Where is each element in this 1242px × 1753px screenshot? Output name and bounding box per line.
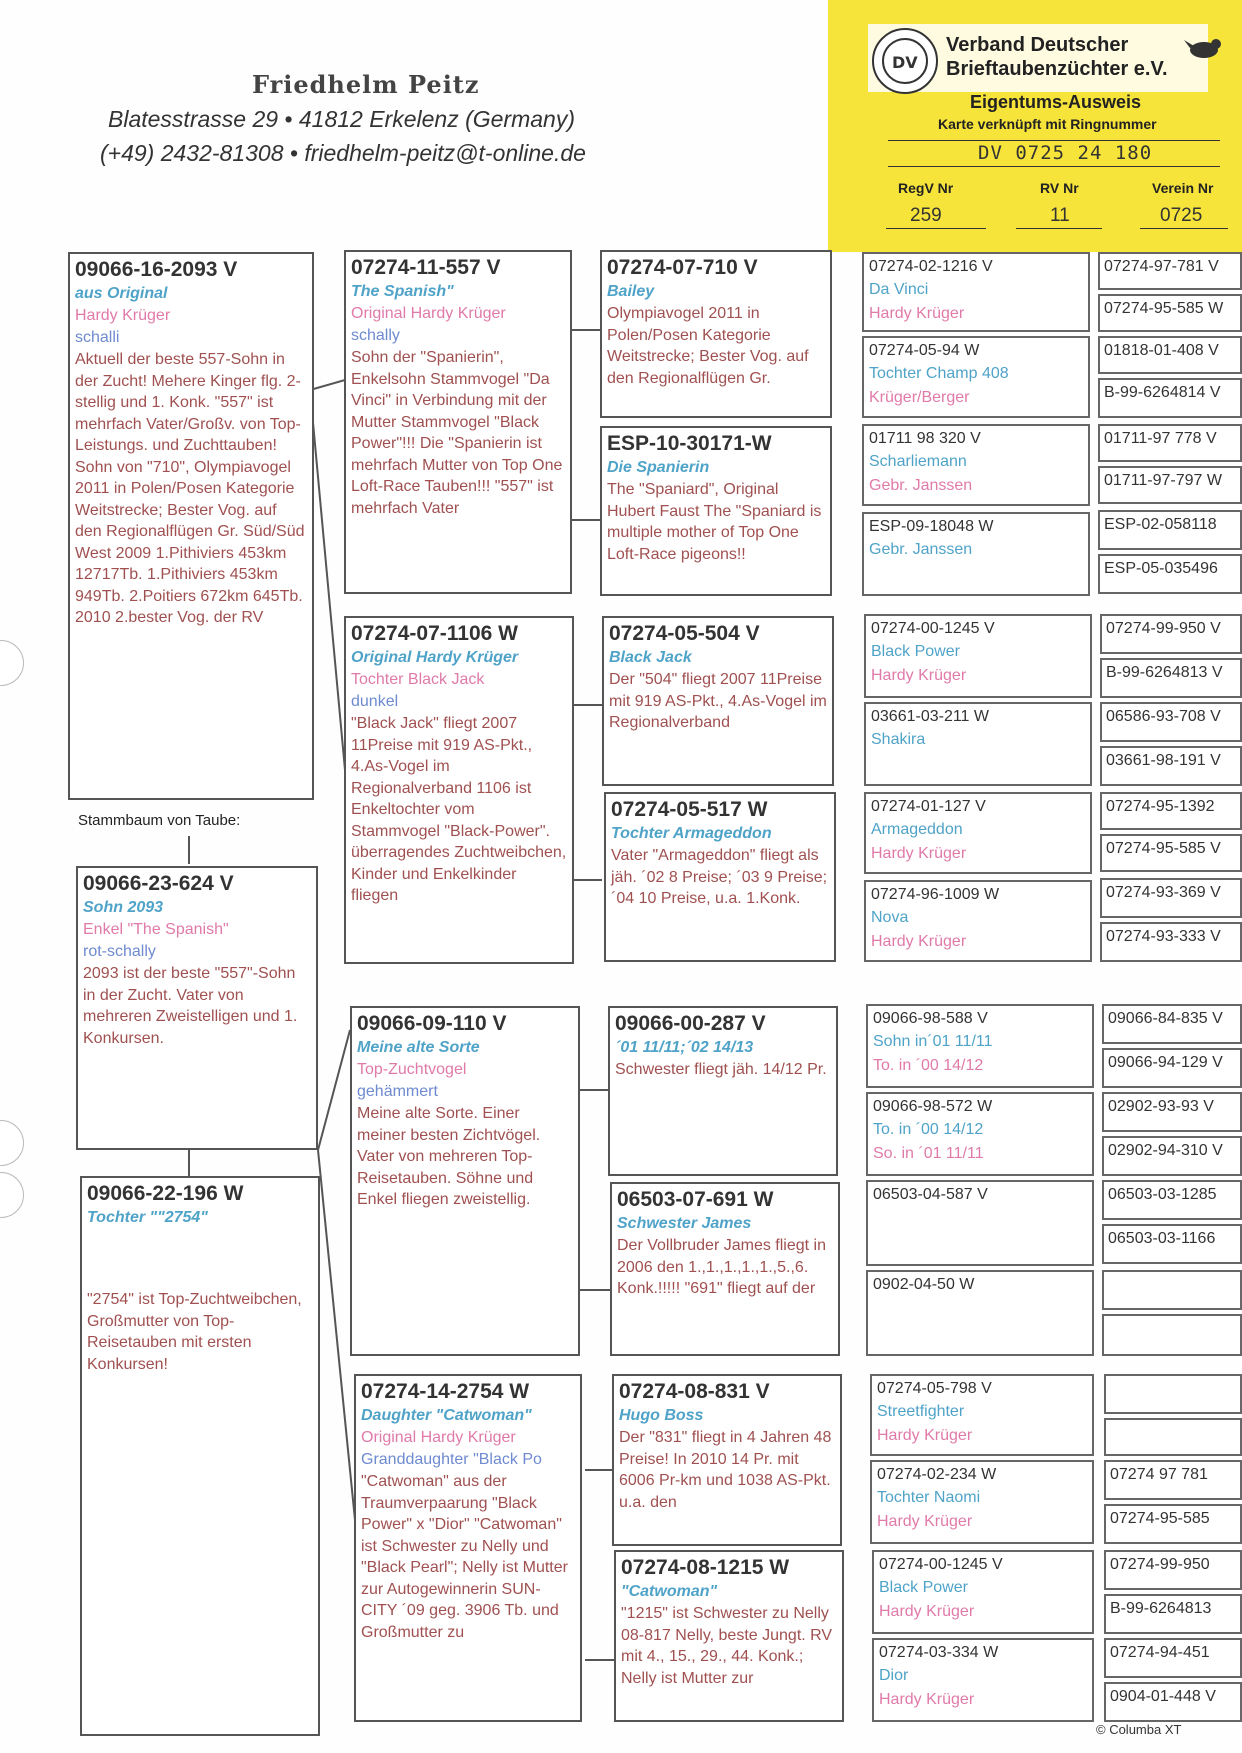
breeder-line: Hardy Krüger xyxy=(879,1603,975,1620)
description: "Catwoman" aus der Traumverpaarung "Black Power" x "Dior" "Catwoman" ist Schwester zu Nelly und "Black Pearl"; Nelly ist Mutter zur Autogewinnerin SUN-CITY ´09 geg. 3906 Tb. und Großmutter zu xyxy=(361,1473,568,1641)
spacer xyxy=(87,1229,313,1289)
pigeon-name: Bailey xyxy=(607,283,655,300)
pedigree-box-g4 xyxy=(864,792,1092,874)
pedigree-box-g2 xyxy=(350,1006,580,1356)
pigeon-name: Tochter Champ 408 xyxy=(869,365,1009,382)
breeder-line: Original Hardy Krüger xyxy=(361,1429,516,1446)
pedigree-box-g5: 0904-01-448 V xyxy=(1104,1682,1242,1722)
pigeon-name: Original Hardy Krüger xyxy=(351,649,519,666)
card-subtitle: Karte verknüpft mit Ringnummer xyxy=(938,116,1157,132)
breeder-line: Krüger/Berger xyxy=(869,389,970,406)
svg-text:DV: DV xyxy=(892,53,918,72)
pedigree-box-g5: 07274 97 781 xyxy=(1104,1460,1242,1500)
pedigree-box-g5: 02902-93-93 V xyxy=(1102,1092,1242,1132)
ring-number: 06503-04-587 V xyxy=(873,1186,988,1203)
pedigree-box-g4 xyxy=(866,1092,1094,1176)
breeder-line: So. in ´01 11/11 xyxy=(873,1145,984,1162)
ring-number: 03661-03-211 W xyxy=(871,708,989,725)
pedigree-box-g5: 07274-93-333 V xyxy=(1100,922,1242,962)
pedigree-box-g4 xyxy=(864,702,1092,786)
description: Schwester fliegt jäh. 14/12 Pr. xyxy=(615,1061,827,1078)
pedigree-box-g5: 07274-99-950 V xyxy=(1100,614,1242,654)
ring-number: 07274-07-1106 W xyxy=(351,622,518,645)
ring-number: 07274-02-1216 V xyxy=(869,258,993,275)
pigeon-name: Tochter Naomi xyxy=(877,1489,981,1506)
ring-number: 09066-98-572 W xyxy=(873,1098,993,1115)
pedigree-box-g5: 07274-93-369 V xyxy=(1100,878,1242,918)
description: Der "504" fliegt 2007 11Preise mit 919 AS-Pkt., 4.As-Vogel im Regionalverband xyxy=(609,671,827,731)
pigeon-name: Black Jack xyxy=(609,649,692,666)
ring-number: 07274-08-1215 W xyxy=(621,1556,790,1579)
ring-number: 07274-14-2754 W xyxy=(361,1380,530,1403)
pedigree-box-g5: ESP-05-035496 xyxy=(1098,554,1242,594)
description: "1215" ist Schwester zu Nelly 08-817 Nelly, beste Jungt. RV mit 4., 15., 29., 44. Konk.; Nelly ist Mutter zur xyxy=(621,1605,833,1687)
color-line: dunkel xyxy=(351,693,399,710)
pedigree-box-g5: B-99-6264813 xyxy=(1104,1594,1242,1634)
pedigree-box-g4 xyxy=(866,1180,1094,1266)
ring-number: 07274-05-798 V xyxy=(877,1380,992,1397)
pedigree-box-g4 xyxy=(862,252,1090,332)
card-verein-value: 0725 xyxy=(1160,205,1203,226)
ring-number: 07274-96-1009 W xyxy=(871,886,1000,903)
ring-number: 07274-02-234 W xyxy=(877,1466,997,1483)
pedigree-box-g4 xyxy=(866,1004,1094,1088)
card-regv-value: 259 xyxy=(910,205,942,226)
pigeon-name: ´01 11/11;´02 14/13 xyxy=(615,1039,754,1056)
ring-number: 07274-11-557 V xyxy=(351,256,501,279)
pedigree-box-g4 xyxy=(872,1550,1094,1634)
pigeon-name: Schwester James xyxy=(617,1215,752,1232)
pedigree-box-g4 xyxy=(862,424,1090,506)
pedigree-box-g5: 09066-94-129 V xyxy=(1102,1048,1242,1088)
pigeon-name: Shakira xyxy=(871,731,926,748)
color-line: Granddaughter "Black Po xyxy=(361,1451,542,1468)
pedigree-box-g5: 09066-84-835 V xyxy=(1102,1004,1242,1044)
color-line: rot-schally xyxy=(83,943,156,960)
description: 2093 ist der beste "557"-Sohn in der Zucht. Vater von mehreren Zweistelligen und 1. Konkursen. xyxy=(83,965,298,1047)
breeder-line: Original Hardy Krüger xyxy=(351,305,506,322)
card-org-line1: Verband Deutscher xyxy=(946,34,1129,56)
breeder-line: Enkel "The Spanish" xyxy=(83,921,229,938)
ring-number: 07274-07-710 V xyxy=(607,256,758,279)
pigeon-name: Streetfighter xyxy=(877,1403,965,1420)
pedigree-box-g2 xyxy=(354,1374,582,1722)
pigeon-name: Meine alte Sorte xyxy=(357,1039,480,1056)
breeder-line: Hardy Krüger xyxy=(869,305,965,322)
ring-number: 09066-00-287 V xyxy=(615,1012,766,1035)
breeder-line: Tochter Black Jack xyxy=(351,671,485,688)
card-ring-number: DV 0725 24 180 xyxy=(978,142,1153,164)
ring-number: 0902-04-50 W xyxy=(873,1276,975,1293)
pedigree-box-g5: 06503-03-1285 xyxy=(1102,1180,1242,1220)
card-title: Eigentums-Ausweis xyxy=(970,92,1142,112)
description: "2754" ist Top-Zuchtweibchen, Großmutter von Top-Reisetauben mit ersten Konkursen! xyxy=(87,1291,302,1373)
ring-number: 09066-09-110 V xyxy=(357,1012,507,1035)
pedigree-subject-box xyxy=(68,252,314,800)
pedigree-box-g5: 07274-95-585 W xyxy=(1098,294,1242,332)
copyright: © Columba XT xyxy=(1096,1722,1182,1737)
breeder-name: Friedhelm Peitz xyxy=(252,70,480,99)
pedigree-box-g2 xyxy=(344,616,574,964)
description: Meine alte Sorte. Einer meiner besten Zichtvögel. Vater von mehreren Top-Reisetauben. Söhne und Enkel fliegen zweistellig. xyxy=(357,1105,541,1208)
description: Aktuell der beste 557-Sohn in der Zucht! Mehere Kinger flg. 2-stellig und 1. Konk. "557" ist mehrfach Vater/Großv. von Top-Leistungs. und Zuchttauben! Sohn von "710", Olympiavogel 2011 in Polen/Posen Kategorie Weitstrecke; Bester Vog. auf den Regionalflügen Gr. Süd/Süd West 2009 1.Pithiviers 453km 12717Tb. 1.Pithiviers 453km 949Tb. 2.Poitiers 672km 645Tb. 2010 2.bester Vog. der RV xyxy=(75,351,305,626)
description: Der "831" fliegt in 4 Jahren 48 Preise! In 2010 14 Pr. mit 6006 Pr-km und 1038 AS-Pkt. u.a. den xyxy=(619,1429,832,1511)
pedigree-box-g2 xyxy=(344,250,572,594)
pedigree-box-g5: 07274-95-1392 xyxy=(1100,792,1242,830)
pedigree-box-g4 xyxy=(862,336,1090,418)
pedigree-box-g3 xyxy=(614,1550,844,1722)
pedigree-box-g4 xyxy=(870,1460,1094,1544)
ring-number: 06503-07-691 W xyxy=(617,1188,774,1211)
card-rv-label: RV Nr xyxy=(1040,180,1079,196)
breeder-line: Hardy Krüger xyxy=(75,307,171,324)
description: Vater "Armageddon" fliegt als jäh. ´02 8 Preise; ´03 9 Preise; ´04 10 Preise, u.a. 1.Konk. xyxy=(611,847,828,907)
card-verein-label: Verein Nr xyxy=(1152,180,1214,196)
pigeon-name: Gebr. Janssen xyxy=(869,541,973,558)
ring-number: 07274-03-334 W xyxy=(879,1644,999,1661)
breeder-line: To. in ´00 14/12 xyxy=(873,1057,984,1074)
description: "Black Jack" fliegt 2007 11Preise mit 919 AS-Pkt., 4.As-Vogel im Regionalverband 1106 ist Enkeltochter vom Stammvogel "Black-Power". überragendes Zuchtweibchen, Kinder und Enkelkinder fliegen xyxy=(351,715,567,904)
pigeon-name: Black Power xyxy=(879,1579,968,1596)
pigeon-name: aus Original xyxy=(75,285,168,302)
pigeon-name: Nova xyxy=(871,909,909,926)
ring-number: 07274-08-831 V xyxy=(619,1380,770,1403)
stammbaum-label: Stammbaum von Taube: xyxy=(78,812,241,829)
pedigree-box-g5: 07274-94-451 xyxy=(1104,1638,1242,1678)
pedigree-box-g5: 07274-95-585 xyxy=(1104,1504,1242,1544)
breeder-line: Hardy Krüger xyxy=(877,1513,973,1530)
pedigree-box-g4 xyxy=(866,1270,1094,1356)
breeder-line: Top-Zuchtvogel xyxy=(357,1061,467,1078)
card-regv-label: RegV Nr xyxy=(898,180,954,196)
pedigree-box-g5: 07274-99-950 xyxy=(1104,1550,1242,1590)
pedigree-box-g5: 02902-94-310 V xyxy=(1102,1136,1242,1176)
pigeon-name: Scharliemann xyxy=(869,453,967,470)
card-org-line2: Brieftaubenzüchter e.V. xyxy=(946,58,1168,80)
pigeon-name: "Catwoman" xyxy=(621,1583,718,1600)
ring-number: 01711 98 320 V xyxy=(869,430,981,447)
description: The "Spaniard", Original Hubert Faust The "Spaniard is multiple mother of Top One Loft-Race pigeons!! xyxy=(607,481,822,563)
pigeon-name: To. in ´00 14/12 xyxy=(873,1121,984,1138)
pigeon-name: Die Spanierin xyxy=(607,459,710,476)
breeder-line: Hardy Krüger xyxy=(871,933,967,950)
breeder-contact: (+49) 2432-81308 • friedhelm-peitz@t-online.de xyxy=(100,140,586,166)
pedigree-box-g5: ESP-02-058118 xyxy=(1098,510,1242,550)
ring-number: ESP-10-30171-W xyxy=(607,432,772,455)
pedigree-box-g5: 01711-97 778 V xyxy=(1098,424,1242,462)
ring-number: ESP-09-18048 W xyxy=(869,518,994,535)
pedigree-sire-box xyxy=(76,866,318,1150)
ring-number: 07274-05-517 W xyxy=(611,798,768,821)
ring-number: 09066-98-588 V xyxy=(873,1010,988,1027)
ring-number: 07274-05-94 W xyxy=(869,342,980,359)
pigeon-name: Hugo Boss xyxy=(619,1407,704,1424)
pedigree-box-g5 xyxy=(1102,1314,1242,1356)
pedigree-box-g3 xyxy=(608,1006,838,1176)
ring-number: 07274-05-504 V xyxy=(609,622,760,645)
pedigree-box-g4 xyxy=(862,512,1090,596)
pedigree-box-g5: 06503-03-1166 xyxy=(1102,1224,1242,1264)
pedigree-box-g5: B-99-6264814 V xyxy=(1098,378,1242,418)
ring-number: 09066-22-196 W xyxy=(87,1182,244,1205)
pedigree-box-g5: 06586-93-708 V xyxy=(1100,702,1242,742)
pedigree-box-g4 xyxy=(870,1374,1094,1456)
pigeon-name: Sohn 2093 xyxy=(83,899,164,916)
pedigree-box-g4 xyxy=(872,1638,1094,1722)
pedigree-box-g4 xyxy=(864,614,1092,698)
pedigree-box-g5: 07274-97-781 V xyxy=(1098,252,1242,290)
ring-number: 07274-00-1245 V xyxy=(871,620,995,637)
pedigree-box-g5: 01711-97-797 W xyxy=(1098,466,1242,504)
color-line: gehämmert xyxy=(357,1083,438,1100)
breeder-line: Hardy Krüger xyxy=(879,1691,975,1708)
breeder-line: Hardy Krüger xyxy=(877,1427,973,1444)
pigeon-name: Da Vinci xyxy=(869,281,929,298)
pedigree-box-g3 xyxy=(600,426,832,596)
breeder-address: Blatesstrasse 29 • 41812 Erkelenz (Germany) xyxy=(108,106,575,132)
description: Olympiavogel 2011 in Polen/Posen Kategorie Weitstrecke; Bester Vog. auf den Regionalflügen Gr. xyxy=(607,305,809,387)
card-rv-value: 11 xyxy=(1050,205,1070,226)
pedigree-box-g3 xyxy=(602,616,834,786)
pedigree-box-g3 xyxy=(612,1374,842,1546)
breeder-line: Gebr. Janssen xyxy=(869,477,973,494)
pedigree-box-g4 xyxy=(864,880,1092,962)
pigeon-name: Tochter ""2754" xyxy=(87,1209,208,1226)
pedigree-box-g3 xyxy=(600,250,832,418)
pigeon-name: Daughter "Catwoman" xyxy=(361,1407,532,1424)
breeder-line: Hardy Krüger xyxy=(871,845,967,862)
pedigree-box-g5: 01818-01-408 V xyxy=(1098,336,1242,374)
ring-number: 07274-01-127 V xyxy=(871,798,986,815)
pedigree-box-g5: 03661-98-191 V xyxy=(1100,746,1242,786)
pedigree-box-g3 xyxy=(604,792,836,962)
pedigree-box-g5: 07274-95-585 V xyxy=(1100,834,1242,872)
pigeon-name: Black Power xyxy=(871,643,960,660)
description: Sohn der "Spanierin", Enkelsohn Stammvogel "Da Vinci" in Verbindung mit der Mutter Stammvogel "Black Power"!!! Die "Spanierin ist mehrfach Mutter von Top One Loft-Race Tauben!!! "557" ist mehrfach Vater xyxy=(351,349,563,517)
color-line: schally xyxy=(351,327,400,344)
pigeon-name: Armageddon xyxy=(871,821,963,838)
ring-number: 09066-16-2093 V xyxy=(75,258,238,281)
description: Der Vollbruder James fliegt in 2006 den 1.,1.,1.,1.,1.,5.,6. Konk.!!!!! "691" fliegt auf der xyxy=(617,1237,826,1297)
pigeon-name: Sohn in´01 11/11 xyxy=(873,1033,993,1050)
pigeon-name: Dior xyxy=(879,1667,909,1684)
pedigree-box-g5 xyxy=(1104,1418,1242,1456)
pedigree-box-g5 xyxy=(1102,1270,1242,1310)
pedigree-box-g5 xyxy=(1104,1374,1242,1414)
ring-number: 07274-00-1245 V xyxy=(879,1556,1003,1573)
pigeon-name: The Spanish" xyxy=(351,283,454,300)
pedigree-dam-box xyxy=(80,1176,320,1736)
pedigree-box-g5: B-99-6264813 V xyxy=(1100,658,1242,698)
pigeon-name: Tochter Armageddon xyxy=(611,825,772,842)
pedigree-box-g3 xyxy=(610,1182,840,1356)
color-line: schalli xyxy=(75,329,120,346)
breeder-line: Hardy Krüger xyxy=(871,667,967,684)
ring-number: 09066-23-624 V xyxy=(83,872,234,895)
